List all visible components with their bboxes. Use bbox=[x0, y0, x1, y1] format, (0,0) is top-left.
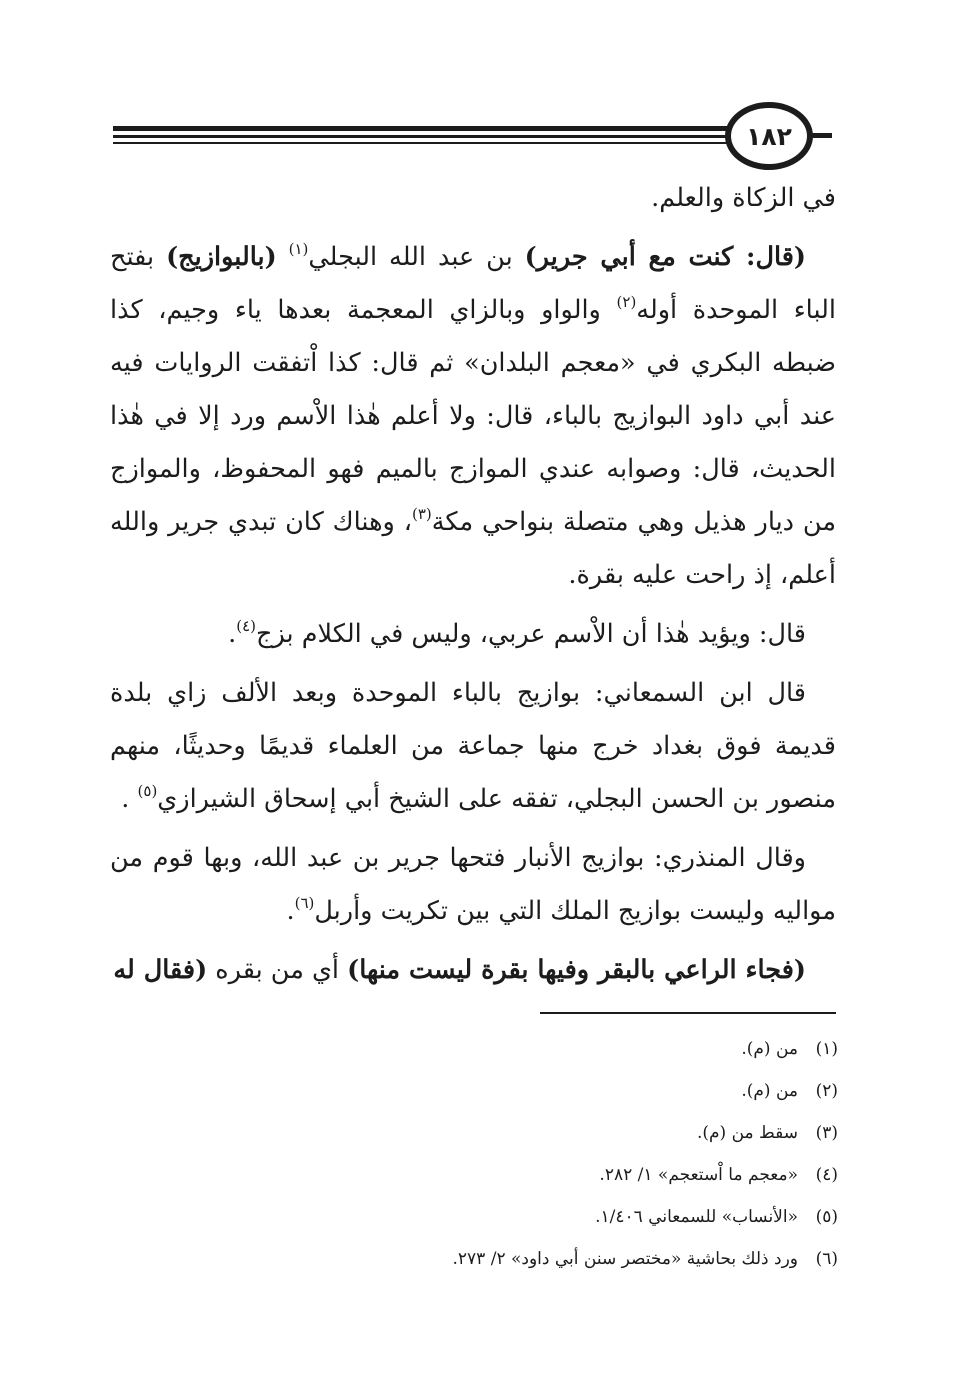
quoted-text: (فجاء الراعي بالبقر وفيها بقرة ليست منها) bbox=[347, 955, 806, 985]
footnote-number: (٢) bbox=[815, 1081, 838, 1101]
paragraph bbox=[110, 172, 836, 225]
footnote bbox=[300, 1238, 838, 1280]
footnote bbox=[300, 1154, 838, 1196]
paragraph bbox=[110, 667, 836, 826]
quoted-text: (قال: كنت مع أبي جرير) bbox=[524, 242, 806, 272]
footnote bbox=[300, 1028, 838, 1070]
footnote-marker: (٦) bbox=[294, 893, 315, 912]
page-number: ١٨٢ bbox=[725, 102, 813, 170]
text-segment: . bbox=[228, 619, 237, 649]
footnote bbox=[300, 1112, 838, 1154]
header-rule-end bbox=[810, 133, 832, 138]
text-segment: والواو وبالزاي المعجمة بعدها ياء وجيم، كذا ضبطه البكري في «معجم البلدان» ثم قال: كذا اْتفقت الروايات فيه عند أبي داود البوازيج بالباء، قال: ولا أعلم هٰذا الاْسم ورد إلا في هٰذا الحديث، قال: وصوابه عندي الموازج بالميم فهو المحفوظ، والموازج من ديار هذيل وهي متصلة بنواحي مكة bbox=[110, 295, 836, 537]
footnote-number: (٣) bbox=[815, 1123, 838, 1143]
quoted-text: (فقال له bbox=[113, 955, 208, 985]
footnotes bbox=[300, 1028, 838, 1280]
footnote-number: (٦) bbox=[815, 1249, 838, 1269]
footnote-text: «الأنساب» للسمعاني ١/٤٠٦. bbox=[595, 1207, 798, 1227]
footnote-marker: (٤) bbox=[236, 616, 257, 635]
paragraph bbox=[110, 832, 836, 938]
main-text bbox=[110, 172, 836, 997]
footnote-text: ورد ذلك بحاشية «مختصر سنن أبي داود» ٢/ ٢٧٣. bbox=[452, 1249, 798, 1269]
text-segment: قال: ويؤيد هٰذا أن الاْسم عربي، وليس في الكلام بزج bbox=[256, 619, 806, 649]
text-segment: أي من بقره bbox=[207, 955, 348, 985]
text-segment: ، وهناك كان تبدي جرير والله أعلم، إذ راحت عليه بقرة. bbox=[110, 507, 836, 590]
footnote-marker: (٣) bbox=[411, 504, 432, 523]
footnote-number: (٤) bbox=[815, 1165, 838, 1185]
footnote-marker: (٥) bbox=[137, 781, 158, 800]
footnote-text: من (م). bbox=[741, 1081, 798, 1101]
header-rule-thick bbox=[113, 126, 728, 131]
footnote bbox=[300, 1196, 838, 1238]
footnote-number: (١) bbox=[815, 1039, 838, 1059]
footnote-marker: (١) bbox=[288, 239, 309, 258]
footnote-text: من (م). bbox=[741, 1039, 798, 1059]
footnote-text: «معجم ما اْستعجم» ١/ ٢٨٢. bbox=[599, 1165, 798, 1185]
text-segment: . bbox=[286, 896, 295, 926]
footnote-separator bbox=[540, 1012, 836, 1014]
text-segment: في الزكاة والعلم. bbox=[651, 183, 836, 213]
text-segment: بن عبد الله البجلي bbox=[308, 242, 525, 272]
footnote bbox=[300, 1070, 838, 1112]
paragraph bbox=[110, 608, 836, 661]
text-segment: . bbox=[121, 784, 138, 814]
header-rule-middle bbox=[113, 135, 728, 138]
quoted-text: (بالبوازيج) bbox=[166, 242, 277, 272]
text-segment: قال ابن السمعاني: بوازيج بالباء الموحدة وبعد الألف زاي بلدة قديمة فوق بغداد خرج منها جماعة من العلماء قديمًا وحديثًا، منهم منصور بن الحسن البجلي، تفقه على الشيخ أبي إسحاق الشيرازي bbox=[110, 678, 836, 814]
footnote-text: سقط من (م). bbox=[696, 1123, 798, 1143]
page-header bbox=[0, 0, 956, 180]
paragraph bbox=[110, 231, 836, 602]
header-rule-thin bbox=[113, 142, 728, 144]
text-segment: وقال المنذري: بوازيج الأنبار فتحها جرير بن عبد الله، وبها قوم من مواليه وليست بوازيج الملك التي بين تكريت وأربل bbox=[110, 843, 836, 926]
footnote-number: (٥) bbox=[815, 1207, 838, 1227]
footnote-marker: (٢) bbox=[616, 292, 637, 311]
paragraph bbox=[110, 944, 836, 997]
text-segment: بفتح الباء الموحدة أوله bbox=[110, 242, 837, 325]
text-segment bbox=[277, 242, 289, 272]
